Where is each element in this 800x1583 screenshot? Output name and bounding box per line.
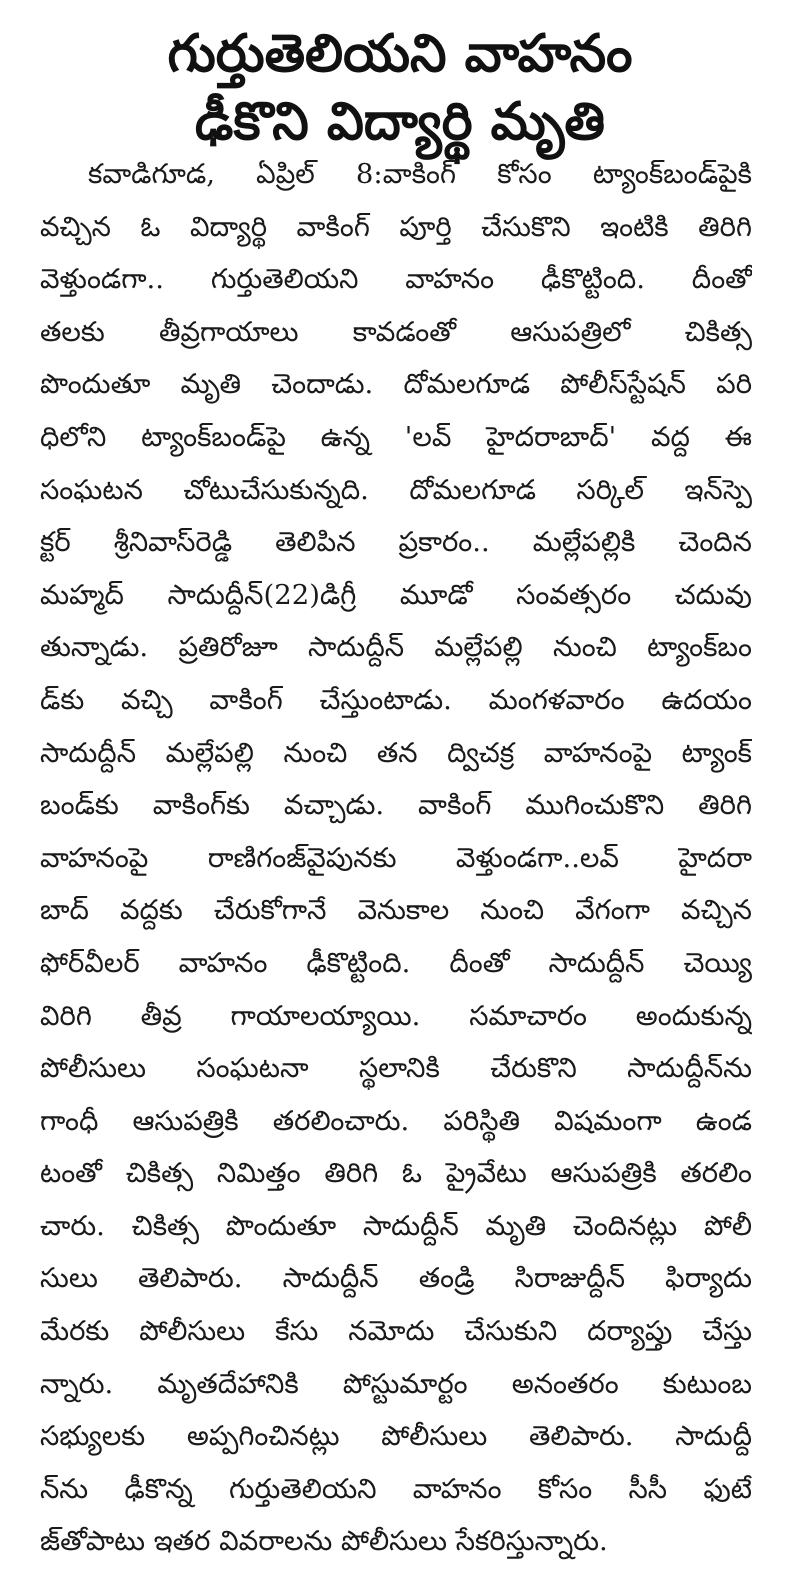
body-line: బాద్ వద్దకు చేరుకోగానే వెనుకాల నుంచి వేగంగా వచ్చిన [40, 894, 752, 927]
article-body [40, 148, 752, 1568]
headline-line-1: గుర్తుతెలియని వాహనం [167, 24, 633, 84]
body-line: న్‌ను ఢీకొన్న గుర్తుతెలియని వాహనం కోసం సీసీ ఫుటే [40, 1472, 752, 1505]
body-line: కవాడిగూడ, ఏప్రిల్ 8:వాకింగ్ కోసం ట్యాంక్‌బండ్‌పైకి [88, 158, 752, 190]
body-line: మహ్మద్ సాదుద్దీన్(22)డిగ్రీ మూడో సంవత్సరం చదువు [40, 578, 752, 611]
body-line: మేరకు పోలీసులు కేసు నమోదు చేసుకుని దర్యాప్తు చేస్తు [40, 1315, 752, 1348]
body-line: తలకు తీవ్రగాయాలు కావడంతో ఆసుపత్రిలో చికిత్స [40, 315, 752, 348]
body-line: విరిగి తీవ్ర గాయాలయ్యాయి. సమాచారం అందుకున్న [40, 999, 752, 1032]
headline-line-2: ఢీకొని విద్యార్థి మృతి [194, 92, 606, 152]
body-line: గాంధీ ఆసుపత్రికి తరలించారు. పరిస్థితి విషమంగా ఉండ [40, 1104, 752, 1137]
body-line: వాహనంపై రాణిగంజ్‌వైపునకు వెళ్తుండగా..లవ్ హైదరా [40, 841, 752, 874]
body-line: క్టర్ శ్రీనివాస్‌రెడ్డి తెలిపిన ప్రకారం.. మల్లేపల్లికి చెందిన [40, 526, 752, 559]
body-line: పోలీసులు సంఘటనా స్థలానికి చేరుకొని సాదుద్దీన్‌ను [40, 1052, 752, 1085]
body-line: వెళ్తుండగా.. గుర్తుతెలియని వాహనం ఢీకొట్టింది. దీంతో [40, 263, 752, 296]
body-line: పొందుతూ మృతి చెందాడు. దోమలగూడ పోలీస్‌స్టేషన్ పరి [40, 368, 752, 401]
body-line: సభ్యులకు అప్పగించినట్లు పోలీసులు తెలిపారు. సాదుద్దీ [40, 1420, 752, 1453]
body-line: జ్‌తోపాటు ఇతర వివరాలను పోలీసులు సేకరిస్తున్నారు. [40, 1525, 608, 1558]
body-line: ధిలోని ట్యాంక్‌బండ్‌పై ఉన్న 'లవ్ హైదరాబాద్' వద్ద ఈ [40, 420, 752, 453]
body-line: సంఘటన చోటుచేసుకున్నది. దోమలగూడ సర్కిల్ ఇన్‌స్పె [40, 473, 752, 506]
body-line: సులు తెలిపారు. సాదుద్దీన్ తండ్రి సిరాజుద్దీన్ ఫిర్యాదు [40, 1262, 752, 1295]
body-line: బండ్‌కు వాకింగ్‌కు వచ్చాడు. వాకింగ్ ముగించుకొని తిరిగి [40, 789, 752, 822]
body-line: వచ్చిన ఓ విద్యార్థి వాకింగ్ పూర్తి చేసుకొని ఇంటికి తిరిగి [40, 210, 752, 243]
body-line: న్నారు. మృతదేహానికి పోస్టుమార్టం అనంతరం కుటుంబ [40, 1367, 752, 1400]
body-line: చారు. చికిత్స పొందుతూ సాదుద్దీన్ మృతి చెందినట్లు పోలీ [40, 1209, 752, 1242]
body-line: టంతో చికిత్స నిమిత్తం తిరిగి ఓ ప్రైవేటు ఆసుపత్రికి తరలిం [40, 1157, 752, 1190]
body-line: తున్నాడు. ప్రతిరోజూ సాదుద్దీన్ మల్లేపల్లి నుంచి ట్యాంక్‌బం [40, 631, 752, 664]
headline [18, 20, 782, 156]
body-line: ఫోర్‌వీలర్ వాహనం ఢీకొట్టింది. దీంతో సాదుద్దీన్ చెయ్యి [40, 946, 752, 979]
body-line: సాదుద్దీన్ మల్లేపల్లి నుంచి తన ద్విచక్ర వాహనంపై ట్యాంక్ [40, 736, 752, 769]
body-line: డ్‌కు వచ్చి వాకింగ్ చేస్తుంటాడు. మంగళవారం ఉదయం [40, 683, 752, 716]
